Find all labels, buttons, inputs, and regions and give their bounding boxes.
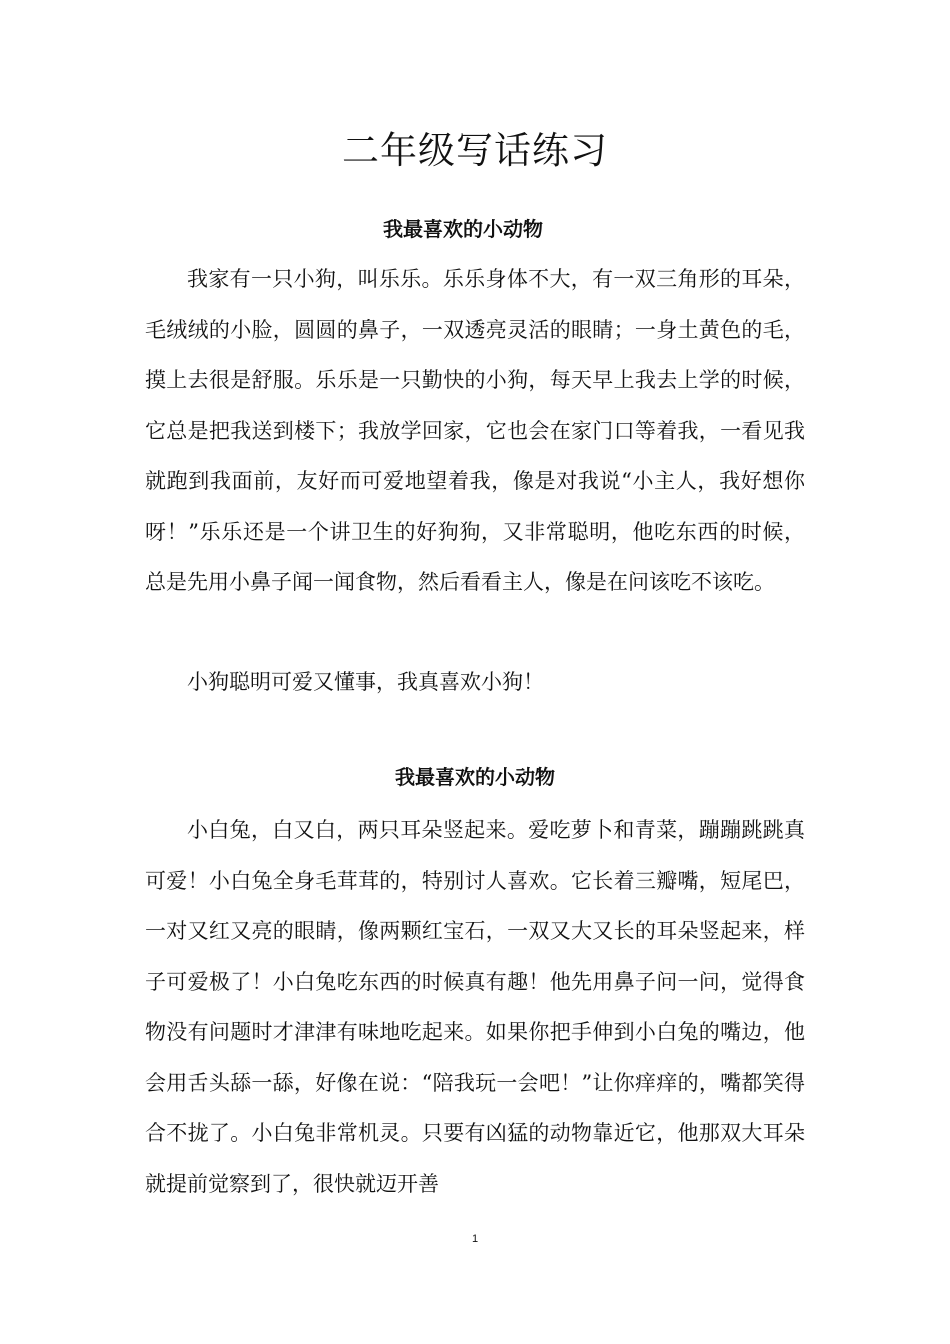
page-number: 1 — [471, 1233, 479, 1245]
essay-title: 我最喜欢的小动物 — [395, 765, 555, 789]
essay-paragraph: 小白兔，白又白，两只耳朵竖起来。爱吃萝卜和青菜，蹦蹦跳跳真可爱！小白兔全身毛茸茸的，特别讨人喜欢。它长着三瓣嘴，短尾巴，一对又红又亮的眼睛，像两颗红宝石，一双又大又长的耳朵竖起来，样子可爱极了！小白兔吃东西的时候真有趣！他先用鼻子问一问，觉得食物没有问题时才津津有味地吃起来。如果你把手伸到小白兔的嘴边，他会用舌头舔一舔，好像在说：“陪我玩一会吧！”让你痒痒的，嘴都笑得合不拢了。小白兔非常机灵。只要有凶猛的动物靠近它，他那双大耳朵就提前觉察到了，很快就迈开善 — [145, 818, 805, 1196]
page-title: 二年级写话练习 — [342, 129, 608, 172]
essay-paragraph: 我家有一只小狗，叫乐乐。乐乐身体不大，有一双三角形的耳朵，毛绒绒的小脸，圆圆的鼻子，一双透亮灵活的眼睛；一身土黄色的毛，摸上去很是舒服。乐乐是一只勤快的小狗，每天早上我去上学的时候，它总是把我送到楼下；我放学回家，它也会在家门口等着我，一看见我就跑到我面前，友好而可爱地望着我，像是对我说“小主人，我好想你呀！”乐乐还是一个讲卫生的好狗狗，又非常聪明，他吃东西的时候，总是先用小鼻子闻一闻食物，然后看看主人，像是在问该吃不该吃。 — [145, 267, 805, 594]
essay-title: 我最喜欢的小动物 — [383, 217, 543, 241]
essay-paragraph: 小狗聪明可爱又懂事，我真喜欢小狗！ — [187, 670, 544, 694]
